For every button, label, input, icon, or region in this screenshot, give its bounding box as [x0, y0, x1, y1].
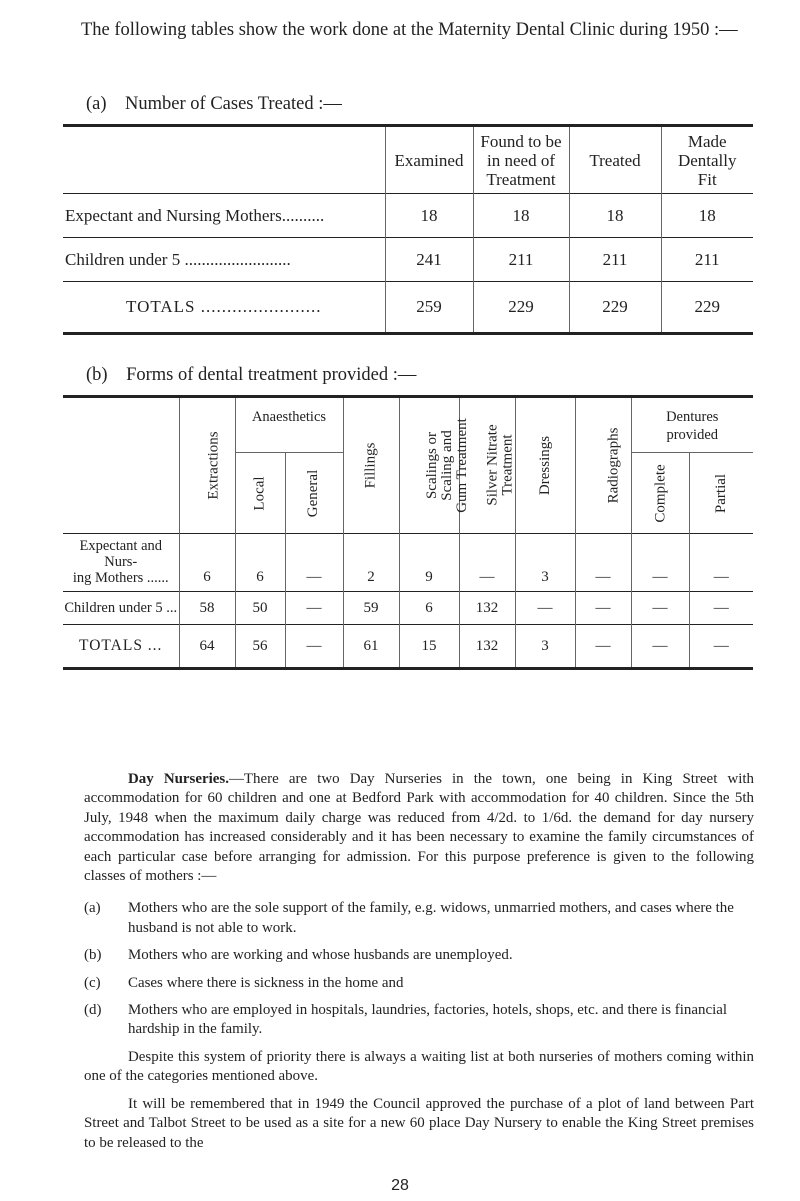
land-purchase-paragraph: It will be remembered that in 1949 the Council approved the purchase of a plot of land between Part Street and Talbot Street to be used as a site for a new 60 place Day Nursery to enable the King Street premises to be released to the — [84, 1095, 754, 1151]
cell-radiographs: — — [575, 534, 631, 592]
cell-treated: 229 — [569, 282, 661, 334]
cell-scalings: 15 — [399, 625, 459, 669]
section-heading: Day Nurseries. — [128, 771, 229, 787]
table-row-totals — [63, 625, 753, 669]
cell-silver-nitrate: 132 — [459, 625, 515, 669]
cell-made-fit: 18 — [661, 194, 753, 238]
cell-silver-nitrate: — — [459, 534, 515, 592]
cell-general: — — [285, 625, 343, 669]
cell-extractions: 6 — [179, 534, 235, 592]
header-general: General — [285, 453, 343, 534]
cell-fillings: 59 — [343, 592, 399, 625]
table-header-row — [63, 126, 753, 194]
cases-treated-table — [63, 124, 753, 335]
header-blank — [63, 397, 179, 534]
cell-radiographs: — — [575, 592, 631, 625]
cell-examined: 18 — [385, 194, 473, 238]
cell-local: 6 — [235, 534, 285, 592]
header-blank — [63, 126, 385, 194]
intro-paragraph: The following tables show the work done at the Maternity Dental Clinic during 1950 :— — [81, 20, 738, 40]
header-made-dentally-fit: Made Dentally Fit — [661, 126, 753, 194]
cell-silver-nitrate: 132 — [459, 592, 515, 625]
page-number: 28 — [391, 1177, 409, 1194]
table-b-caption: (b) Forms of dental treatment provided :— — [86, 365, 417, 385]
cell-dressings: — — [515, 592, 575, 625]
header-treated: Treated — [569, 126, 661, 194]
cell-radiographs: — — [575, 625, 631, 669]
cell-extractions: 58 — [179, 592, 235, 625]
table-row — [63, 592, 753, 625]
row-label: Children under 5 ... — [64, 600, 178, 616]
cell-partial: — — [689, 592, 753, 625]
list-item: (d) Mothers who are employed in hospitals, laundries, factories, hotels, shops, etc. and there is financial hardship in the family. — [84, 1002, 728, 1038]
list-item: (b) Mothers who are working and whose husbands are unemployed. — [84, 947, 513, 964]
list-item: (c) Cases where there is sickness in the home and — [84, 974, 404, 991]
list-item: (a) Mothers who are the sole support of the family, e.g. widows, unmarried mothers, and cases where the husband is not able to work. — [84, 900, 734, 936]
cell-extractions: 64 — [179, 625, 235, 669]
cell-treated: 211 — [569, 238, 661, 282]
header-partial: Partial — [689, 453, 753, 534]
row-label: Expectant and Nursing Mothers.......... — [65, 205, 325, 225]
cell-treated: 18 — [569, 194, 661, 238]
cell-complete: — — [631, 592, 689, 625]
header-fillings: Fillings — [343, 397, 399, 534]
cell-found: 211 — [473, 238, 569, 282]
row-label: Expectant and Nurs- ing Mothers ...... — [72, 538, 169, 586]
row-label: TOTALS ... — [79, 637, 163, 654]
cell-fillings: 2 — [343, 534, 399, 592]
treatment-forms-table — [63, 395, 753, 670]
header-local: Local — [235, 453, 285, 534]
cell-partial: — — [689, 534, 753, 592]
header-examined: Examined — [385, 126, 473, 194]
header-extractions: Extractions — [179, 397, 235, 534]
table-row — [63, 534, 753, 592]
cell-complete: — — [631, 625, 689, 669]
header-silver-nitrate: Silver Nitrate Treatment — [459, 397, 515, 534]
header-found-in-need: Found to be in need of Treatment — [473, 126, 569, 194]
day-nurseries-paragraph: Day Nurseries.—There are two Day Nurseries in the town, one being in King Street with accommodation for 60 children and one at Bedford Park with accommodation for 40 children. Since the 5th July, 1948 when the maximum daily charge was reduced from 4/2d. to 1/6d. the demand for day nursery accommodation has increased considerably and it has been necessary to examine the family circumstances of each particular case before arranging for admission. For this purpose preference is given to the following classes of mothers :— — [84, 771, 755, 884]
table-a-caption: (a) Number of Cases Treated :— — [86, 94, 342, 114]
header-radiographs: Radiographs — [575, 397, 631, 534]
cell-fillings: 61 — [343, 625, 399, 669]
cell-scalings: 9 — [399, 534, 459, 592]
cell-made-fit: 229 — [661, 282, 753, 334]
header-dentures-provided: Dentures provided — [631, 397, 753, 453]
cell-partial: — — [689, 625, 753, 669]
header-scalings: Scalings or Scaling and Gum Treatment — [399, 397, 459, 534]
cell-examined: 241 — [385, 238, 473, 282]
priority-paragraph: Despite this system of priority there is always a waiting list at both nurseries of mothers coming within one of the categories mentioned above. — [84, 1048, 754, 1085]
cell-found: 229 — [473, 282, 569, 334]
header-complete: Complete — [631, 453, 689, 534]
table-row — [63, 238, 753, 282]
cell-local: 50 — [235, 592, 285, 625]
cell-examined: 259 — [385, 282, 473, 334]
table-row-totals — [63, 282, 753, 334]
cell-complete: — — [631, 534, 689, 592]
row-label: TOTALS ....................... — [126, 297, 322, 316]
cell-made-fit: 211 — [661, 238, 753, 282]
row-label: Children under 5 ......................... — [65, 249, 291, 269]
cell-found: 18 — [473, 194, 569, 238]
cell-dressings: 3 — [515, 625, 575, 669]
table-row — [63, 194, 753, 238]
cell-scalings: 6 — [399, 592, 459, 625]
cell-dressings: 3 — [515, 534, 575, 592]
cell-general: — — [285, 534, 343, 592]
cell-general: — — [285, 592, 343, 625]
cell-local: 56 — [235, 625, 285, 669]
header-anaesthetics: Anaesthetics — [235, 397, 343, 453]
header-dressings: Dressings — [515, 397, 575, 534]
